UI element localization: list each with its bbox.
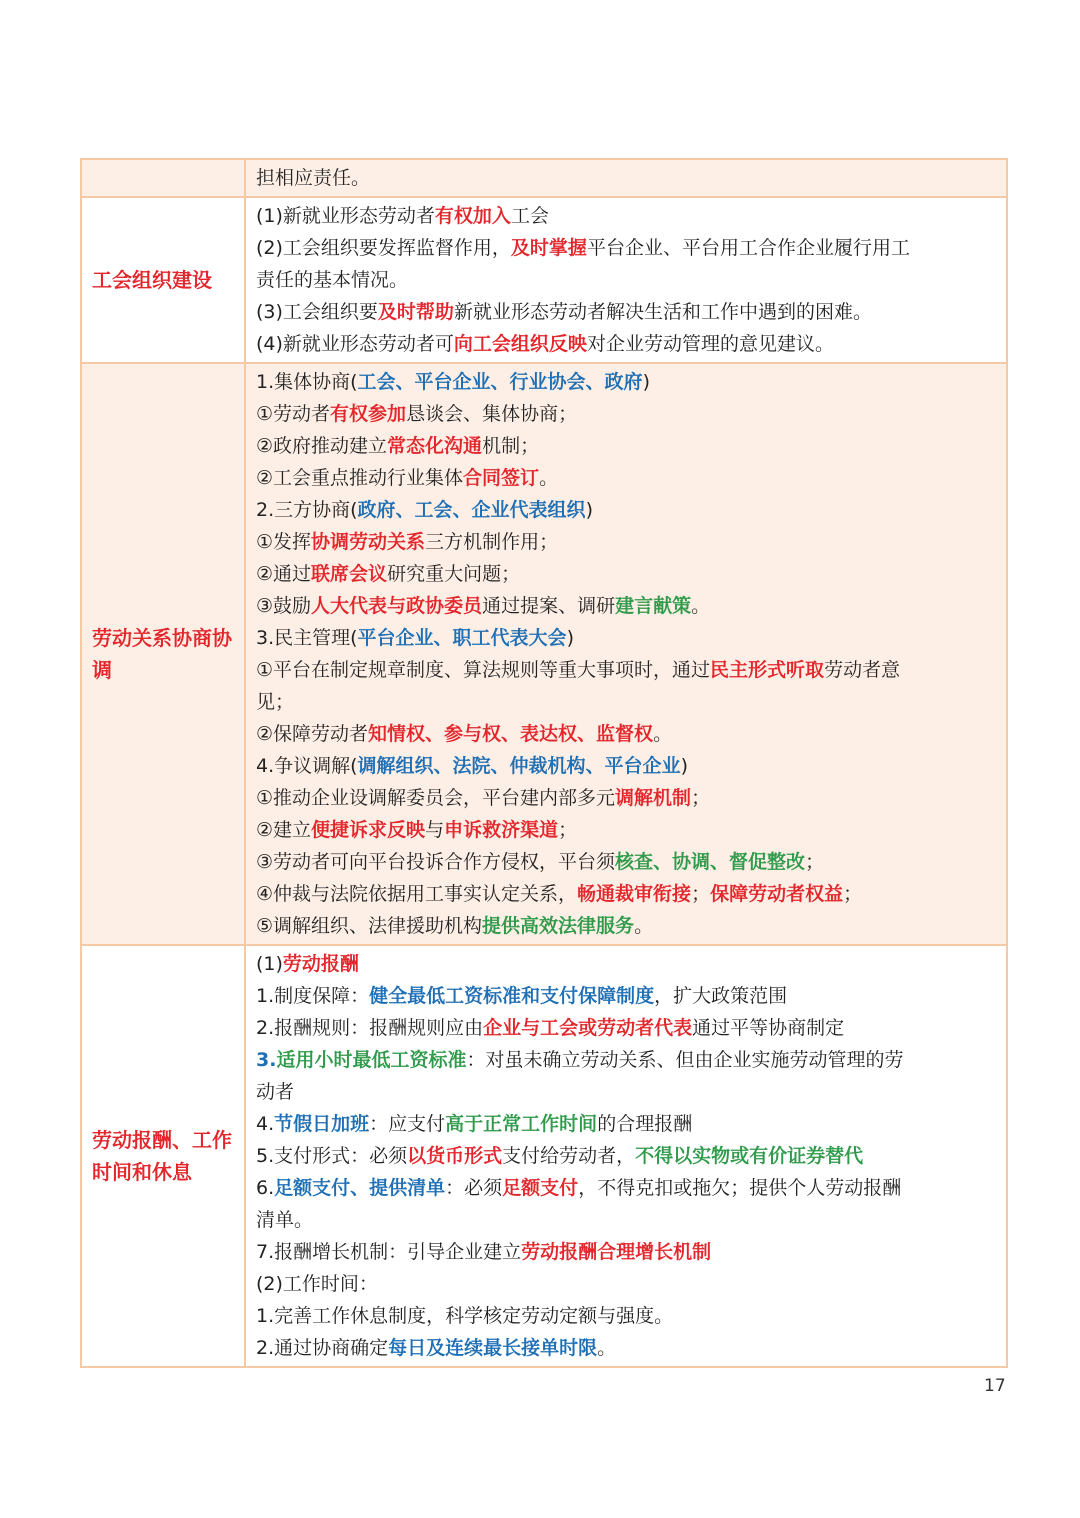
plain-text: 责任的基本情况。 — [256, 269, 409, 291]
highlight-text: 调解机制 — [615, 787, 692, 809]
table-row — [81, 197, 1007, 363]
plain-text: 。 — [634, 915, 654, 937]
category-cell: 劳动报酬、工作时间和休息 — [81, 945, 245, 1367]
plain-text: 6. — [256, 1177, 275, 1199]
highlight-text: 健全最低工资标准和支付保障制度 — [369, 985, 655, 1007]
highlight-text: 政府、工会、企业代表组织 — [357, 499, 586, 521]
text-line — [256, 750, 998, 782]
text-line — [256, 782, 998, 814]
plain-text: 通过平等协商制定 — [692, 1017, 845, 1039]
plain-text: 恳谈会、集体协商； — [406, 403, 578, 425]
text-line — [256, 1268, 998, 1300]
plain-text: 担相应责任。 — [256, 167, 371, 189]
plain-text: ④仲裁与法院依据用工事实认定关系， — [256, 883, 578, 905]
plain-text: 4.争议调解( — [256, 755, 358, 777]
plain-text: ①发挥 — [256, 531, 312, 553]
text-line — [256, 296, 998, 328]
highlight-text: 建言献策 — [615, 595, 692, 617]
plain-text: 支付给劳动者， — [502, 1145, 636, 1167]
plain-text: 研究重大问题； — [387, 563, 521, 585]
plain-text: 1.集体协商( — [256, 371, 358, 393]
plain-text: (2)工作时间： — [256, 1273, 378, 1295]
plain-text: ②通过 — [256, 563, 312, 585]
plain-text: ②工会重点推动行业集体 — [256, 467, 464, 489]
plain-text: ：应支付 — [369, 1113, 446, 1135]
highlight-text: 劳动报酬合理增长机制 — [521, 1241, 712, 1263]
plain-text: (4)新就业形态劳动者可 — [256, 333, 454, 355]
text-line — [256, 232, 998, 264]
highlight-text: 企业与工会或劳动者代表 — [483, 1017, 693, 1039]
highlight-text: 合同签订 — [463, 467, 540, 489]
plain-text: ，不得克扣或拖欠；提供个人劳动报酬 — [578, 1177, 902, 1199]
text-line — [256, 654, 998, 686]
highlight-text: 及时掌握 — [510, 237, 587, 259]
highlight-text: 畅通裁审衔接 — [577, 883, 692, 905]
text-line — [256, 980, 998, 1012]
plain-text: ； — [558, 819, 578, 841]
highlight-text: 有权参加 — [330, 403, 407, 425]
text-line — [256, 878, 998, 910]
content-cell — [245, 945, 1007, 1367]
plain-text: ①平台在制定规章制度、算法规则等重大事项时，通过 — [256, 659, 711, 681]
plain-text: 4. — [256, 1113, 275, 1135]
plain-text: ； — [843, 883, 863, 905]
highlight-text: 有权加入 — [434, 205, 511, 227]
plain-text: ①劳动者 — [256, 403, 331, 425]
plain-text: ) — [585, 499, 593, 521]
plain-text: 。 — [597, 1337, 617, 1359]
text-line — [256, 430, 998, 462]
highlight-text: 不得以实物或有价证券替代 — [635, 1145, 864, 1167]
plain-text: 5.支付形式：必须 — [256, 1145, 408, 1167]
plain-text: 新就业形态劳动者解决生活和工作中遇到的困难。 — [453, 301, 872, 323]
text-line — [256, 718, 998, 750]
plain-text: 3.民主管理( — [256, 627, 358, 649]
plain-text: 1.制度保障： — [256, 985, 370, 1007]
plain-text: 工会 — [510, 205, 549, 227]
plain-text: 对企业劳动管理的意见建议。 — [586, 333, 834, 355]
plain-text: ) — [566, 627, 574, 649]
plain-text: 机制； — [482, 435, 540, 457]
plain-text: 2.报酬规则：报酬规则应由 — [256, 1017, 484, 1039]
highlight-text: 节假日加班 — [274, 1113, 370, 1135]
text-line — [256, 686, 998, 718]
highlight-text: 适用小时最低工资标准 — [276, 1049, 467, 1071]
text-line — [256, 200, 998, 232]
text-line — [256, 1172, 998, 1204]
plain-text: ：必须 — [445, 1177, 503, 1199]
text-line — [256, 494, 998, 526]
category-cell — [81, 159, 245, 197]
text-line — [256, 526, 998, 558]
text-line — [256, 366, 998, 398]
highlight-text: 工会、平台企业、行业协会、政府 — [357, 371, 643, 393]
plain-text: ③劳动者可向平台投诉合作方侵权，平台须 — [256, 851, 616, 873]
plain-text: ②保障劳动者 — [256, 723, 369, 745]
plain-text: 三方机制作用； — [425, 531, 559, 553]
plain-text: 2.三方协商( — [256, 499, 358, 521]
highlight-text: 保障劳动者权益 — [710, 883, 844, 905]
text-line — [256, 558, 998, 590]
highlight-text: 高于正常工作时间 — [445, 1113, 598, 1135]
plain-text: (1)新就业形态劳动者 — [256, 205, 435, 227]
text-line — [256, 948, 998, 980]
plain-text: 与 — [425, 819, 445, 841]
text-line — [256, 590, 998, 622]
plain-text: 2.通过协商确定 — [256, 1337, 389, 1359]
category-cell: 劳动关系协商协调 — [81, 363, 245, 945]
content-cell — [245, 159, 1007, 197]
page-number: 17 — [984, 1376, 1006, 1396]
highlight-text: 便捷诉求反映 — [311, 819, 426, 841]
highlight-text: 每日及连续最长接单时限 — [388, 1337, 598, 1359]
text-line — [256, 328, 998, 360]
highlight-text: 及时帮助 — [377, 301, 454, 323]
highlight-text: 3. — [256, 1049, 277, 1071]
text-line — [256, 264, 998, 296]
text-line — [256, 462, 998, 494]
text-line — [256, 910, 998, 942]
plain-text: ③鼓励 — [256, 595, 312, 617]
text-line — [256, 398, 998, 430]
highlight-text: 平台企业、职工代表大会 — [357, 627, 567, 649]
highlight-text: 提供高效法律服务 — [482, 915, 635, 937]
text-line — [256, 1236, 998, 1268]
highlight-text: 向工会组织反映 — [453, 333, 587, 355]
highlight-text: 申诉救济渠道 — [444, 819, 559, 841]
highlight-text: 常态化沟通 — [387, 435, 483, 457]
text-line — [256, 1012, 998, 1044]
highlight-text: 人大代表与政协委员 — [311, 595, 483, 617]
plain-text: 见； — [256, 691, 295, 713]
plain-text: 。 — [691, 595, 711, 617]
highlight-text: 协调劳动关系 — [311, 531, 426, 553]
plain-text: 劳动者意 — [824, 659, 901, 681]
plain-text: ) — [642, 371, 650, 393]
text-line — [256, 622, 998, 654]
highlight-text: 民主形式听取 — [710, 659, 825, 681]
text-line — [256, 1140, 998, 1172]
content-table — [80, 158, 1008, 1368]
table-row — [81, 945, 1007, 1367]
text-line — [256, 162, 998, 194]
plain-text: ②建立 — [256, 819, 312, 841]
text-line — [256, 1204, 998, 1236]
highlight-text: 劳动报酬 — [282, 953, 359, 975]
content-cell — [245, 197, 1007, 363]
highlight-text: 足额支付 — [502, 1177, 579, 1199]
plain-text: 通过提案、调研 — [482, 595, 616, 617]
text-line — [256, 1332, 998, 1364]
plain-text: 清单。 — [256, 1209, 314, 1231]
highlight-text: 调解组织、法院、仲裁机构、平台企业 — [357, 755, 681, 777]
plain-text: ，扩大政策范围 — [654, 985, 788, 1007]
plain-text: 动者 — [256, 1081, 295, 1103]
plain-text: ) — [680, 755, 688, 777]
table-row — [81, 363, 1007, 945]
text-line — [256, 846, 998, 878]
text-line — [256, 1076, 998, 1108]
highlight-text: 以货币形式 — [407, 1145, 503, 1167]
plain-text: 。 — [653, 723, 673, 745]
highlight-text: 足额支付、提供清单 — [274, 1177, 446, 1199]
plain-text: ①推动企业设调解委员会，平台建内部多元 — [256, 787, 616, 809]
highlight-text: 核查、协调、督促整改 — [615, 851, 806, 873]
text-line — [256, 814, 998, 846]
table-row — [81, 159, 1007, 197]
plain-text: ：对虽未确立劳动关系、但由企业实施劳动管理的劳 — [466, 1049, 904, 1071]
category-cell: 工会组织建设 — [81, 197, 245, 363]
plain-text: ； — [805, 851, 825, 873]
content-cell — [245, 363, 1007, 945]
plain-text: (2)工会组织要发挥监督作用， — [256, 237, 511, 259]
plain-text: 平台企业、平台用工合作企业履行用工 — [586, 237, 910, 259]
text-line — [256, 1108, 998, 1140]
text-line — [256, 1044, 998, 1076]
plain-text: 1.完善工作休息制度，科学核定劳动定额与强度。 — [256, 1305, 674, 1327]
plain-text: 7.报酬增长机制：引导企业建立 — [256, 1241, 522, 1263]
plain-text: (1) — [256, 953, 283, 975]
plain-text: 。 — [539, 467, 559, 489]
plain-text: ； — [691, 787, 711, 809]
highlight-text: 联席会议 — [311, 563, 388, 585]
plain-text: ②政府推动建立 — [256, 435, 388, 457]
plain-text: ； — [691, 883, 711, 905]
text-line — [256, 1300, 998, 1332]
plain-text: ⑤调解组织、法律援助机构 — [256, 915, 483, 937]
highlight-text: 知情权、参与权、表达权、监督权 — [368, 723, 654, 745]
plain-text: 的合理报酬 — [597, 1113, 693, 1135]
plain-text: (3)工会组织要 — [256, 301, 378, 323]
